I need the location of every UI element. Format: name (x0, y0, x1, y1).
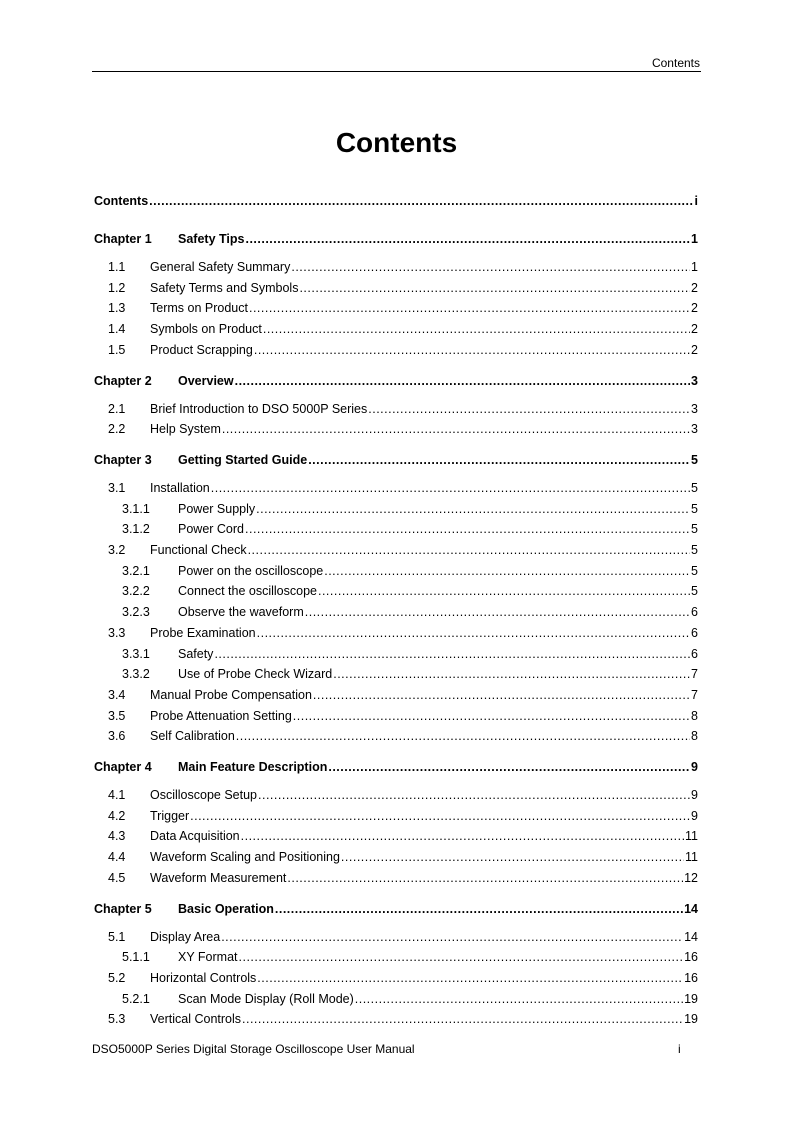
toc-entry-page: 2 (691, 301, 698, 316)
toc-section-entry[interactable] (94, 1009, 698, 1030)
toc-entry-number: 5.2 (108, 970, 126, 985)
toc-section-entry[interactable] (94, 685, 698, 706)
toc-entry-page: 8 (691, 708, 698, 723)
toc-entry-page: 14 (684, 901, 698, 916)
toc-entry-label: Safety (178, 646, 214, 661)
toc-entry-number: 1.4 (108, 322, 126, 337)
toc-section-entry[interactable] (94, 540, 698, 561)
toc-entry-label: Power on the oscilloscope (178, 563, 324, 578)
toc-section-entry[interactable] (94, 847, 698, 868)
toc-section-entry[interactable] (94, 623, 698, 644)
toc-entry-page: 5 (691, 480, 698, 495)
toc-chapter-gap (94, 440, 698, 449)
toc-entry-number: 2.2 (108, 422, 126, 437)
toc-entry-page: 3 (691, 373, 698, 388)
toc-entry-label: Getting Started Guide (178, 452, 308, 467)
toc-entry-label: Functional Check (150, 543, 247, 558)
toc-entry-number: 3.1 (108, 480, 126, 495)
toc-entry-page: 16 (684, 970, 698, 985)
toc-entry-page: 11 (685, 829, 698, 844)
toc-subsection-entry[interactable] (94, 602, 698, 623)
toc-subsection-entry[interactable] (94, 519, 698, 540)
toc-dot-leader (248, 540, 690, 561)
toc-dot-leader (258, 785, 690, 806)
toc-entry-page: 9 (691, 808, 698, 823)
toc-entry-label: Use of Probe Check Wizard (178, 667, 333, 682)
footer-page-number: i (678, 1042, 681, 1056)
toc-entry-number: 3.2.3 (122, 605, 150, 620)
toc-subsection-entry[interactable] (94, 989, 698, 1010)
toc-entry-label: Power Supply (178, 501, 256, 516)
toc-entry-label: Waveform Measurement (150, 870, 287, 885)
toc-entry-label: Scan Mode Display (Roll Mode) (178, 991, 354, 1006)
toc-subsection-entry[interactable] (94, 499, 698, 520)
footer-manual-title: DSO5000P Series Digital Storage Oscilloscope User Manual (92, 1042, 415, 1056)
toc-chapter-gap (94, 747, 698, 756)
toc-dot-leader (299, 278, 690, 299)
toc-entry-number: 5.3 (108, 1012, 126, 1027)
toc-entry-label: Manual Probe Compensation (150, 687, 312, 702)
toc-entry-number: 4.1 (108, 788, 126, 803)
toc-entry-label: Main Feature Description (178, 760, 328, 775)
toc-dot-leader (318, 581, 690, 602)
toc-section-entry[interactable] (94, 399, 698, 420)
toc-entry-page: i (694, 194, 698, 208)
toc-entry-number: 3.3.1 (122, 646, 150, 661)
toc-entry-page: 19 (684, 991, 698, 1006)
toc-entry-label: XY Format (178, 950, 238, 965)
toc-entry-number: 1.3 (108, 301, 126, 316)
toc-entry-page: 2 (691, 322, 698, 337)
toc-entry-number: 1.5 (108, 342, 126, 357)
toc-dot-leader (257, 968, 683, 989)
toc-entry-label: Safety Terms and Symbols (150, 280, 299, 295)
toc-entry-page: 7 (691, 687, 698, 702)
toc-entry-page: 8 (691, 729, 698, 744)
toc-dot-leader (239, 947, 684, 968)
toc-entry-page: 2 (691, 342, 698, 357)
running-header: Contents (651, 56, 700, 70)
toc-entry-label: Basic Operation (178, 901, 274, 916)
toc-entry-page: 6 (691, 625, 698, 640)
table-of-contents (94, 190, 698, 1030)
toc-entry-page: 5 (691, 501, 698, 516)
toc-chapter-gap (94, 889, 698, 898)
toc-dot-leader (328, 756, 690, 778)
toc-entry-number: 3.4 (108, 687, 126, 702)
toc-entry-number: 2.1 (108, 401, 126, 416)
toc-entry-page: 3 (691, 422, 698, 437)
toc-dot-leader (257, 623, 690, 644)
toc-entry-page: 1 (691, 232, 698, 246)
toc-entry-label: Probe Examination (150, 625, 256, 640)
toc-entry-number: 5.2.1 (122, 991, 150, 1006)
toc-entry-number: 4.5 (108, 870, 126, 885)
toc-chapter-gap (94, 219, 698, 228)
toc-entry-label: General Safety Summary (150, 260, 291, 274)
toc-section-entry[interactable] (94, 785, 698, 806)
toc-entry-number: 3.2.1 (122, 563, 150, 578)
toc-entry-page: 14 (684, 929, 698, 944)
toc-entry-number: 4.2 (108, 808, 126, 823)
toc-entry-number: Chapter 5 (94, 901, 152, 916)
toc-entry-label: Display Area (150, 929, 221, 944)
toc-entry-page: 3 (691, 401, 698, 416)
toc-dot-leader (355, 989, 683, 1010)
toc-dot-leader (368, 399, 690, 420)
toc-dot-leader (263, 319, 690, 340)
toc-dot-leader (149, 190, 693, 212)
toc-entry-number: 5.1.1 (122, 950, 150, 965)
toc-entry-page: 9 (691, 760, 698, 775)
toc-dot-leader (333, 664, 690, 685)
toc-entry-number: 1.1 (108, 260, 126, 274)
toc-entry-number: 3.6 (108, 729, 126, 744)
toc-entry-label: Observe the waveform (178, 605, 304, 620)
toc-entry-label: Data Acquisition (150, 829, 240, 844)
toc-entry-label: Product Scrapping (150, 342, 253, 357)
toc-entry-label: Connect the oscilloscope (178, 584, 317, 599)
toc-section-entry[interactable] (94, 257, 698, 278)
toc-section-entry[interactable] (94, 478, 698, 499)
toc-entry-label: Terms on Product (150, 301, 248, 316)
toc-entry-label: Contents (94, 194, 149, 208)
toc-dot-leader (236, 726, 690, 747)
toc-dot-leader (291, 257, 690, 278)
toc-entry-page: 5 (691, 452, 698, 467)
toc-subsection-entry[interactable] (94, 644, 698, 665)
toc-section-entry[interactable] (94, 927, 698, 948)
toc-chapter-gap (94, 361, 698, 370)
toc-entry-label: Trigger (150, 808, 190, 823)
toc-section-entry[interactable] (94, 806, 698, 827)
toc-entry-label: Waveform Scaling and Positioning (150, 850, 340, 865)
toc-entry-number: 4.3 (108, 829, 126, 844)
toc-entry-number: Chapter 1 (94, 232, 152, 246)
toc-section-entry[interactable] (94, 868, 698, 889)
toc-dot-leader (256, 499, 690, 520)
toc-chapter-entry[interactable] (94, 370, 698, 399)
toc-chapter-entry[interactable] (94, 898, 698, 927)
toc-dot-leader (242, 1009, 683, 1030)
toc-entry-number: Chapter 2 (94, 373, 152, 388)
toc-dot-leader (235, 370, 690, 392)
toc-section-entry[interactable] (94, 968, 698, 989)
toc-chapter-entry[interactable] (94, 190, 698, 219)
toc-entry-page: 1 (691, 260, 698, 274)
toc-entry-page: 5 (691, 584, 698, 599)
toc-entry-page: 5 (691, 522, 698, 537)
toc-entry-page: 11 (685, 850, 698, 865)
toc-dot-leader (211, 478, 690, 499)
toc-entry-number: 3.3 (108, 625, 126, 640)
toc-entry-label: Installation (150, 480, 210, 495)
toc-section-entry[interactable] (94, 706, 698, 727)
toc-entry-page: 12 (684, 870, 698, 885)
toc-dot-leader (245, 519, 690, 540)
toc-entry-number: Chapter 4 (94, 760, 152, 775)
toc-dot-leader (313, 685, 690, 706)
toc-entry-number: 4.4 (108, 850, 126, 865)
toc-entry-number: 3.2 (108, 543, 126, 558)
toc-dot-leader (308, 449, 690, 471)
toc-dot-leader (287, 868, 683, 889)
toc-dot-leader (305, 602, 690, 623)
toc-subsection-entry[interactable] (94, 561, 698, 582)
toc-entry-label: Vertical Controls (150, 1012, 242, 1027)
toc-section-entry[interactable] (94, 278, 698, 299)
toc-subsection-entry[interactable] (94, 581, 698, 602)
toc-dot-leader (293, 706, 690, 727)
toc-entry-page: 2 (691, 280, 698, 295)
toc-entry-page: 7 (691, 667, 698, 682)
toc-dot-leader (222, 419, 690, 440)
header-rule (92, 71, 701, 72)
toc-section-entry[interactable] (94, 419, 698, 440)
toc-dot-leader (190, 806, 690, 827)
toc-entry-page: 16 (684, 950, 698, 965)
toc-entry-number: 1.2 (108, 280, 126, 295)
toc-entry-label: Power Cord (178, 522, 244, 537)
toc-chapter-entry[interactable] (94, 228, 698, 257)
toc-dot-leader (341, 847, 684, 868)
page-title: Contents (335, 127, 458, 158)
toc-subsection-entry[interactable] (94, 664, 698, 685)
toc-entry-page: 9 (691, 788, 698, 803)
toc-entry-label: Brief Introduction to DSO 5000P Series (150, 401, 368, 416)
toc-entry-number: 3.1.1 (122, 501, 150, 516)
toc-dot-leader (221, 927, 683, 948)
toc-dot-leader (254, 340, 690, 361)
toc-entry-number: 3.2.2 (122, 584, 150, 599)
toc-entry-label: Probe Attenuation Setting (150, 708, 292, 723)
toc-entry-label: Symbols on Product (150, 322, 262, 337)
toc-entry-page: 6 (691, 646, 698, 661)
toc-entry-page: 6 (691, 605, 698, 620)
toc-entry-page: 19 (684, 1012, 698, 1027)
toc-entry-label: Help System (150, 422, 221, 437)
toc-entry-number: Chapter 3 (94, 452, 152, 467)
toc-entry-label: Horizontal Controls (150, 970, 257, 985)
toc-entry-label: Oscilloscope Setup (150, 788, 258, 803)
toc-section-entry[interactable] (94, 340, 698, 361)
toc-dot-leader (245, 228, 690, 250)
toc-entry-number: 3.5 (108, 708, 126, 723)
toc-entry-number: 3.3.2 (122, 667, 150, 682)
toc-chapter-entry[interactable] (94, 449, 698, 478)
toc-entry-label: Self Calibration (150, 729, 235, 744)
toc-section-entry[interactable] (94, 298, 698, 319)
toc-entry-label: Safety Tips (178, 232, 245, 246)
toc-section-entry[interactable] (94, 826, 698, 847)
toc-subsection-entry[interactable] (94, 947, 698, 968)
toc-dot-leader (324, 561, 690, 582)
toc-entry-number: 3.1.2 (122, 522, 150, 537)
toc-section-entry[interactable] (94, 319, 698, 340)
toc-entry-number: 5.1 (108, 929, 126, 944)
toc-section-entry[interactable] (94, 726, 698, 747)
toc-entry-page: 5 (691, 563, 698, 578)
toc-dot-leader (241, 826, 684, 847)
toc-dot-leader (249, 298, 690, 319)
toc-entry-label: Overview (178, 373, 234, 388)
toc-entry-page: 5 (691, 543, 698, 558)
toc-dot-leader (214, 644, 690, 665)
toc-chapter-entry[interactable] (94, 756, 698, 785)
toc-dot-leader (275, 898, 683, 920)
